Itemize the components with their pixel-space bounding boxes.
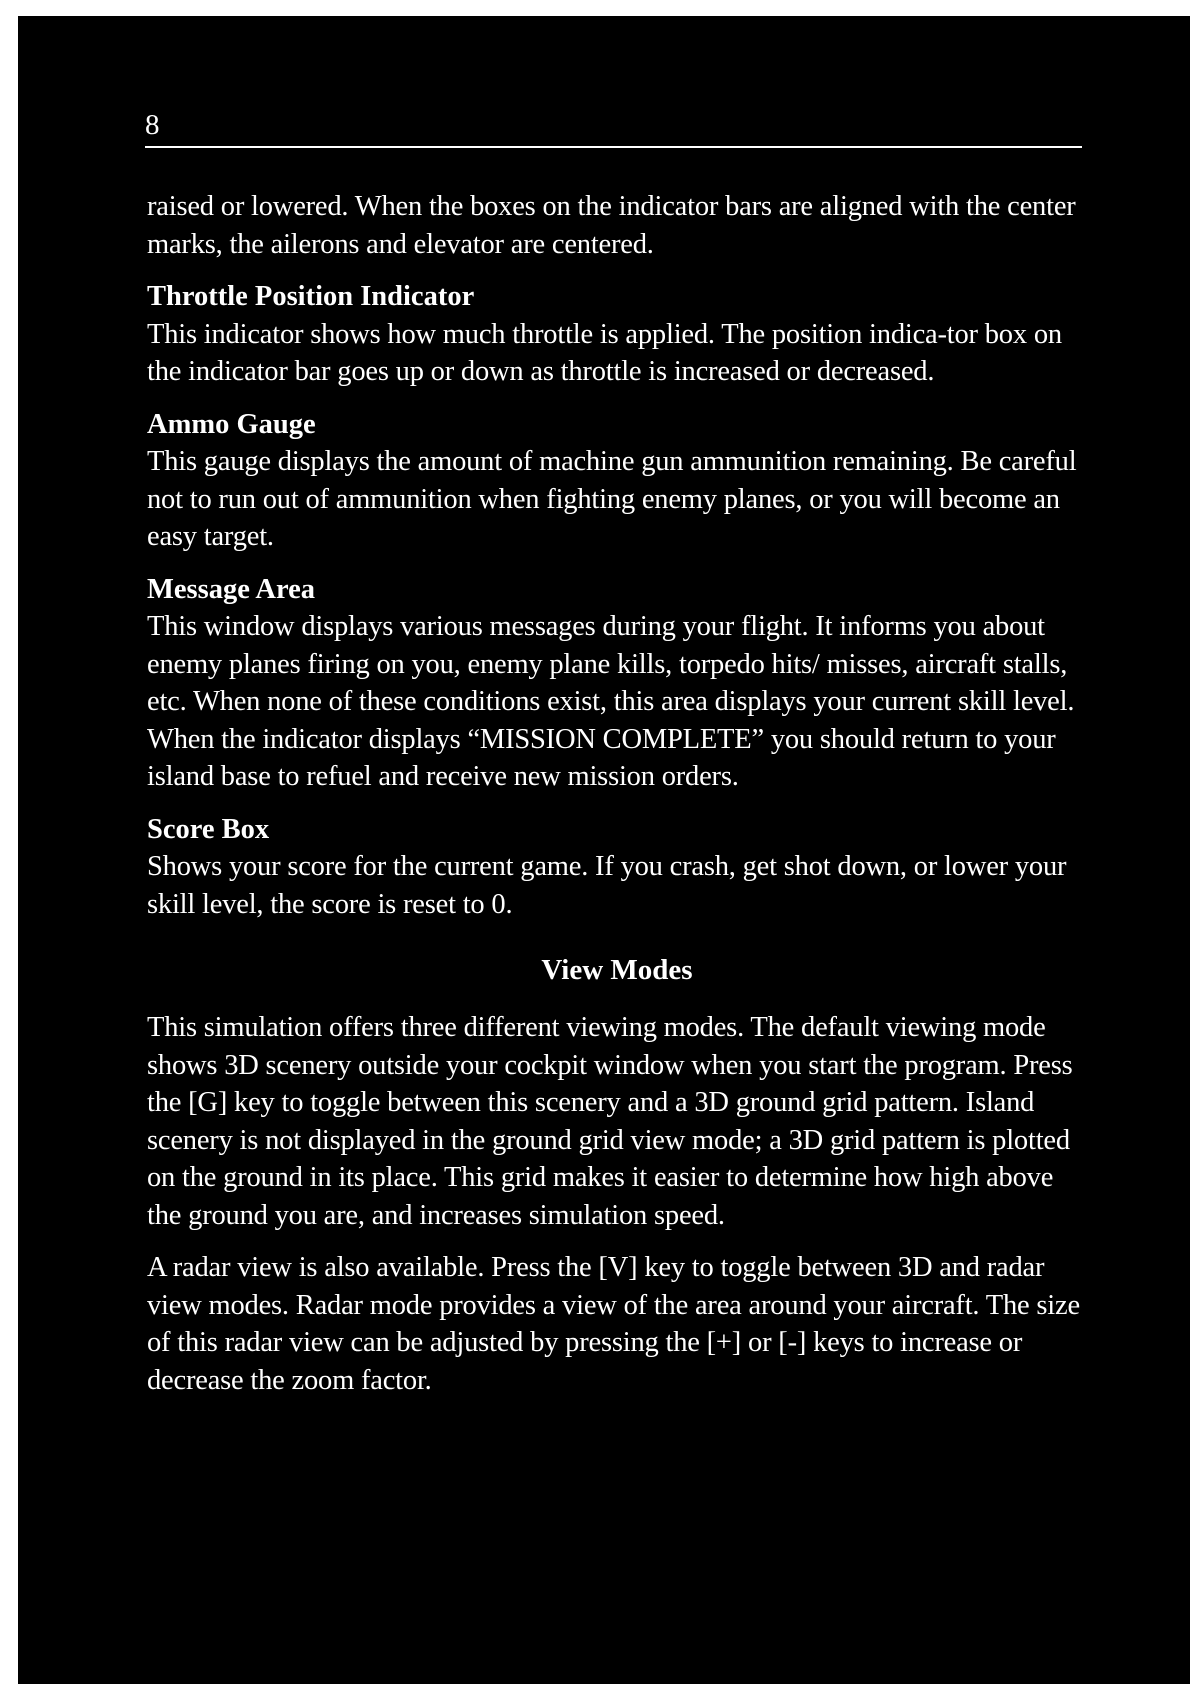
section-throttle-position-indicator [147, 278, 1087, 391]
section-text: This window displays various messages during your flight. It informs you about enemy planes firing on you, enemy plane kills, torpedo hits/ misses, aircraft stalls, etc. When none of these conditions exist, this area displays your current skill level. When the indicator displays “MISSION COMPLETE” you should return to your island base to refuel and receive new mission orders. [147, 611, 1075, 792]
header-rule [145, 146, 1082, 148]
section-text: Shows your score for the current game. If you crash, get shot down, or lower your skill level, the score is reset to 0. [147, 851, 1067, 920]
section-ammo-gauge [147, 406, 1087, 556]
intro-paragraph: raised or lowered. When the boxes on the indicator bars are aligned with the center marks, the ailerons and elevator are centered. [147, 191, 1076, 260]
page-content [129, 108, 1082, 1414]
section-heading: Score Box [147, 813, 270, 845]
section-text: This gauge displays the amount of machine gun ammunition remaining. Be careful not to run out of ammunition when fighting enemy planes, or you will become an easy target. [147, 446, 1077, 552]
view-modes-paragraph: A radar view is also available. Press the [V] key to toggle between 3D and radar view modes. Radar mode provides a view of the area around your aircraft. The size of this radar view can be adjusted by pressing the [+] or [-] keys to increase or decrease the zoom factor. [147, 1252, 1080, 1396]
view-modes-paragraph: This simulation offers three different viewing modes. The default viewing mode shows 3D scenery outside your cockpit window when you start the program. Press the [G] key to toggle between this scenery and a 3D ground grid pattern. Island scenery is not displayed in the ground grid view mode; a 3D grid pattern is plotted on the ground in its place. This grid makes it easier to determine how high above the ground you are, and increases simulation speed. [147, 1012, 1073, 1231]
section-text: This indicator shows how much throttle is applied. The position indica-tor box on the indicator bar goes up or down as throttle is increased or decreased. [147, 318, 1062, 387]
page-number: 8 [145, 109, 160, 141]
section-message-area [147, 571, 1087, 796]
section-heading: Ammo Gauge [147, 408, 316, 440]
section-score-box [147, 811, 1087, 924]
section-heading: Message Area [147, 573, 316, 605]
view-modes-title: View Modes [541, 954, 693, 986]
manual-page [18, 16, 1190, 1684]
page-body [147, 188, 1087, 1399]
section-heading: Throttle Position Indicator [147, 281, 475, 312]
